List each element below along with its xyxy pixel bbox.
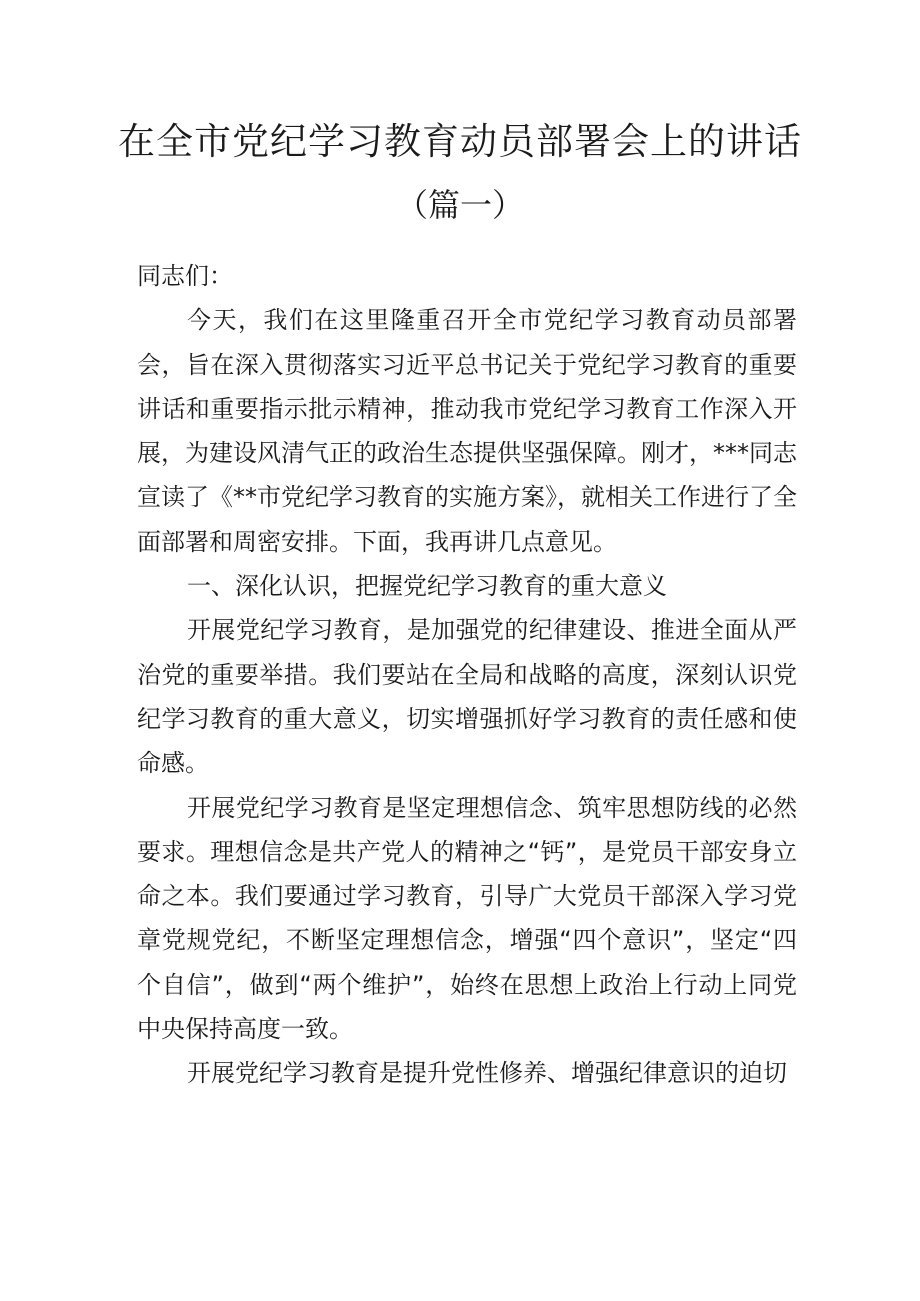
salutation: 同志们： [137, 262, 233, 290]
document-title: 在全市党纪学习教育动员部署会上的讲话 [118, 120, 802, 163]
document-subtitle: （篇一） [395, 186, 524, 224]
paragraph-opening: 今天，我们在这里隆重召开全市党纪学习教育动员部署会，旨在深入贯彻落实习近平总书记关于党纪学习教育的重要讲话和重要指示批示精神，推动我市党纪学习教育工作深入开展，为建设风清气正的政治生态提供坚强保障。刚才，***同志宣读了《**市党纪学习教育的实施方案》，就相关工作进行了全面部署和周密安排。下面，我再讲几点意见。 [137, 306, 797, 556]
paragraph: 开展党纪学习教育是坚定理想信念、筑牢思想防线的必然要求。理想信念是共产党人的精神之“钙”，是党员干部安身立命之本。我们要通过学习教育，引导广大党员干部深入学习党章党规党纪，不断坚定理想信念，增强“四个意识”，坚定“四个自信”，做到“两个维护”，始终在思想上政治上行动上同党中央保持高度一致。 [137, 793, 797, 1044]
section-heading-1: 一、深化认识，把握党纪学习教育的重大意义 [187, 572, 667, 601]
paragraph: 开展党纪学习教育是提升党性修养、增强纪律意识的迫切 [187, 1059, 787, 1088]
paragraph: 开展党纪学习教育，是加强党的纪律建设、推进全面从严治党的重要举措。我们要站在全局和战略的高度，深刻认识党纪学习教育的重大意义，切实增强抓好学习教育的责任感和使命感。 [137, 616, 797, 778]
document-body [137, 254, 797, 1096]
